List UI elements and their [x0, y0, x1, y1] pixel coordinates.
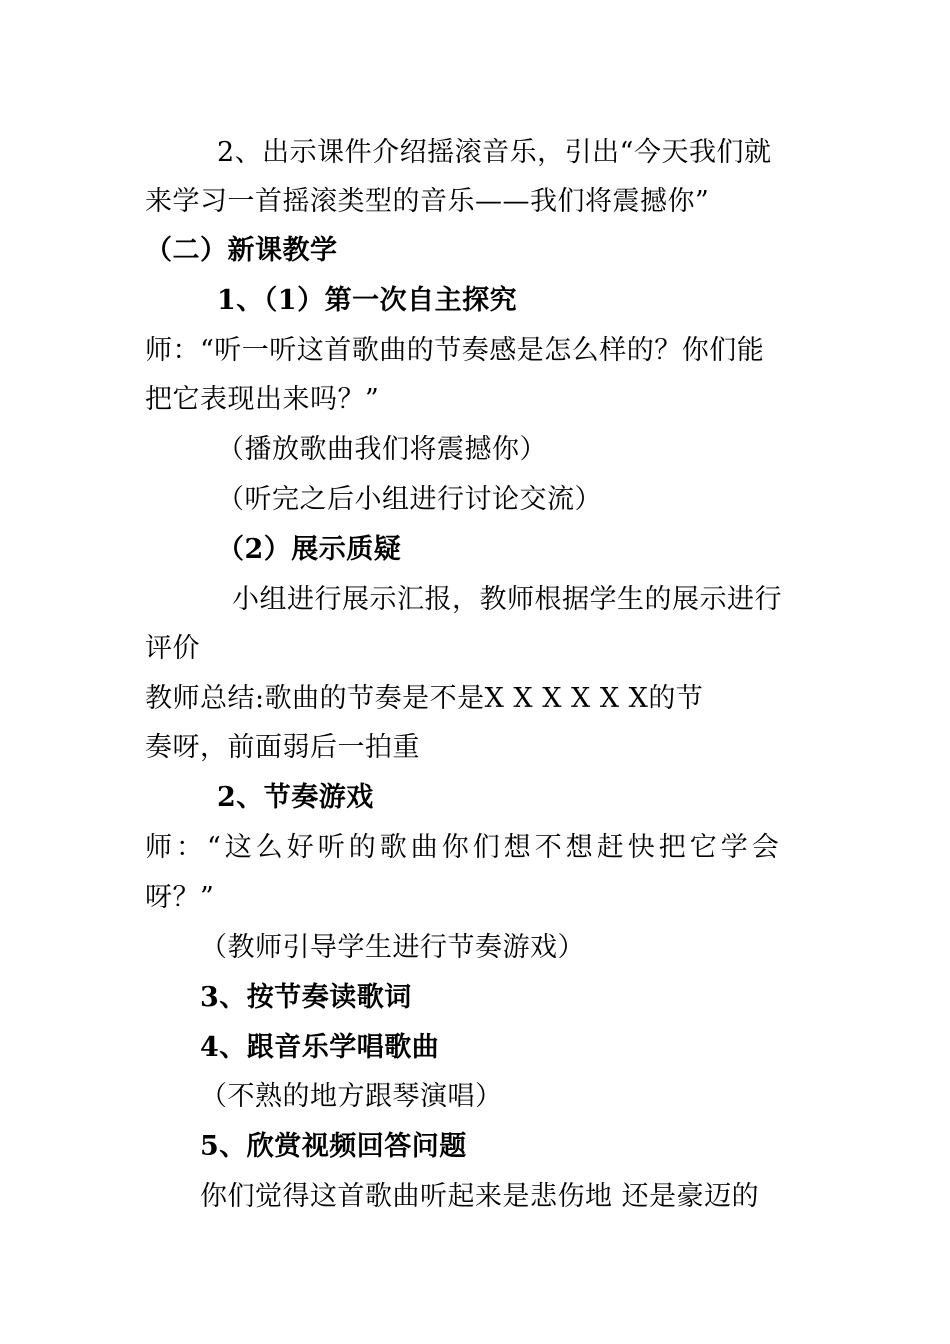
paragraph-line-2: 来学习一首摇滚类型的音乐——我们将震撼你” [145, 186, 710, 217]
paragraph-line-teacher-prompt-1: 师：“这么好听的歌曲你们想不想赶快把它学会 [145, 832, 783, 863]
paragraph-line-group-report-1: 小组进行展示汇报，教师根据学生的展示进行 [232, 584, 782, 615]
subheading-rhythm-game: 2、节奏游戏 [217, 782, 374, 813]
subheading-watch-video: 5、欣赏视频回答问题 [200, 1131, 467, 1162]
paragraph-line-teacher-question-2: 把它表现出来吗？” [145, 384, 380, 415]
subheading-read-lyrics: 3、按节奏读歌词 [200, 982, 412, 1013]
section-heading-new-lesson: （二）新课教学 [145, 235, 338, 266]
paragraph-line-piano-practice: （不熟的地方跟琴演唱） [200, 1081, 503, 1112]
paragraph-line-teacher-prompt-2: 呀？” [145, 882, 215, 913]
paragraph-line-teacher-summary-1: 教师总结:歌曲的节奏是不是X X X X X X的节 [145, 683, 704, 714]
paragraph-line-group-report-2: 评价 [145, 633, 200, 664]
paragraph-line-teacher-summary-2: 奏呀，前面弱后一拍重 [145, 732, 420, 763]
paragraph-line-video-question: 你们觉得这首歌曲听起来是悲伤地 还是豪迈的 [200, 1181, 760, 1212]
subheading-learn-song: 4、跟音乐学唱歌曲 [200, 1032, 440, 1063]
subheading-display-question: （2）展示质疑 [217, 534, 402, 565]
paragraph-line-play-song: （播放歌曲我们将震撼你） [217, 434, 547, 465]
paragraph-line-rhythm-guide: （教师引导学生进行节奏游戏） [200, 932, 585, 963]
subheading-first-exploration: 1、（1）第一次自主探究 [217, 285, 518, 316]
paragraph-line-group-discussion: （听完之后小组进行讨论交流） [217, 484, 602, 515]
paragraph-line-teacher-question-1: 师：“听一听这首歌曲的节奏感是怎么样的？你们能 [145, 335, 765, 366]
paragraph-line-1: 2、出示课件介绍摇滚音乐，引出“今天我们就 [217, 137, 772, 168]
